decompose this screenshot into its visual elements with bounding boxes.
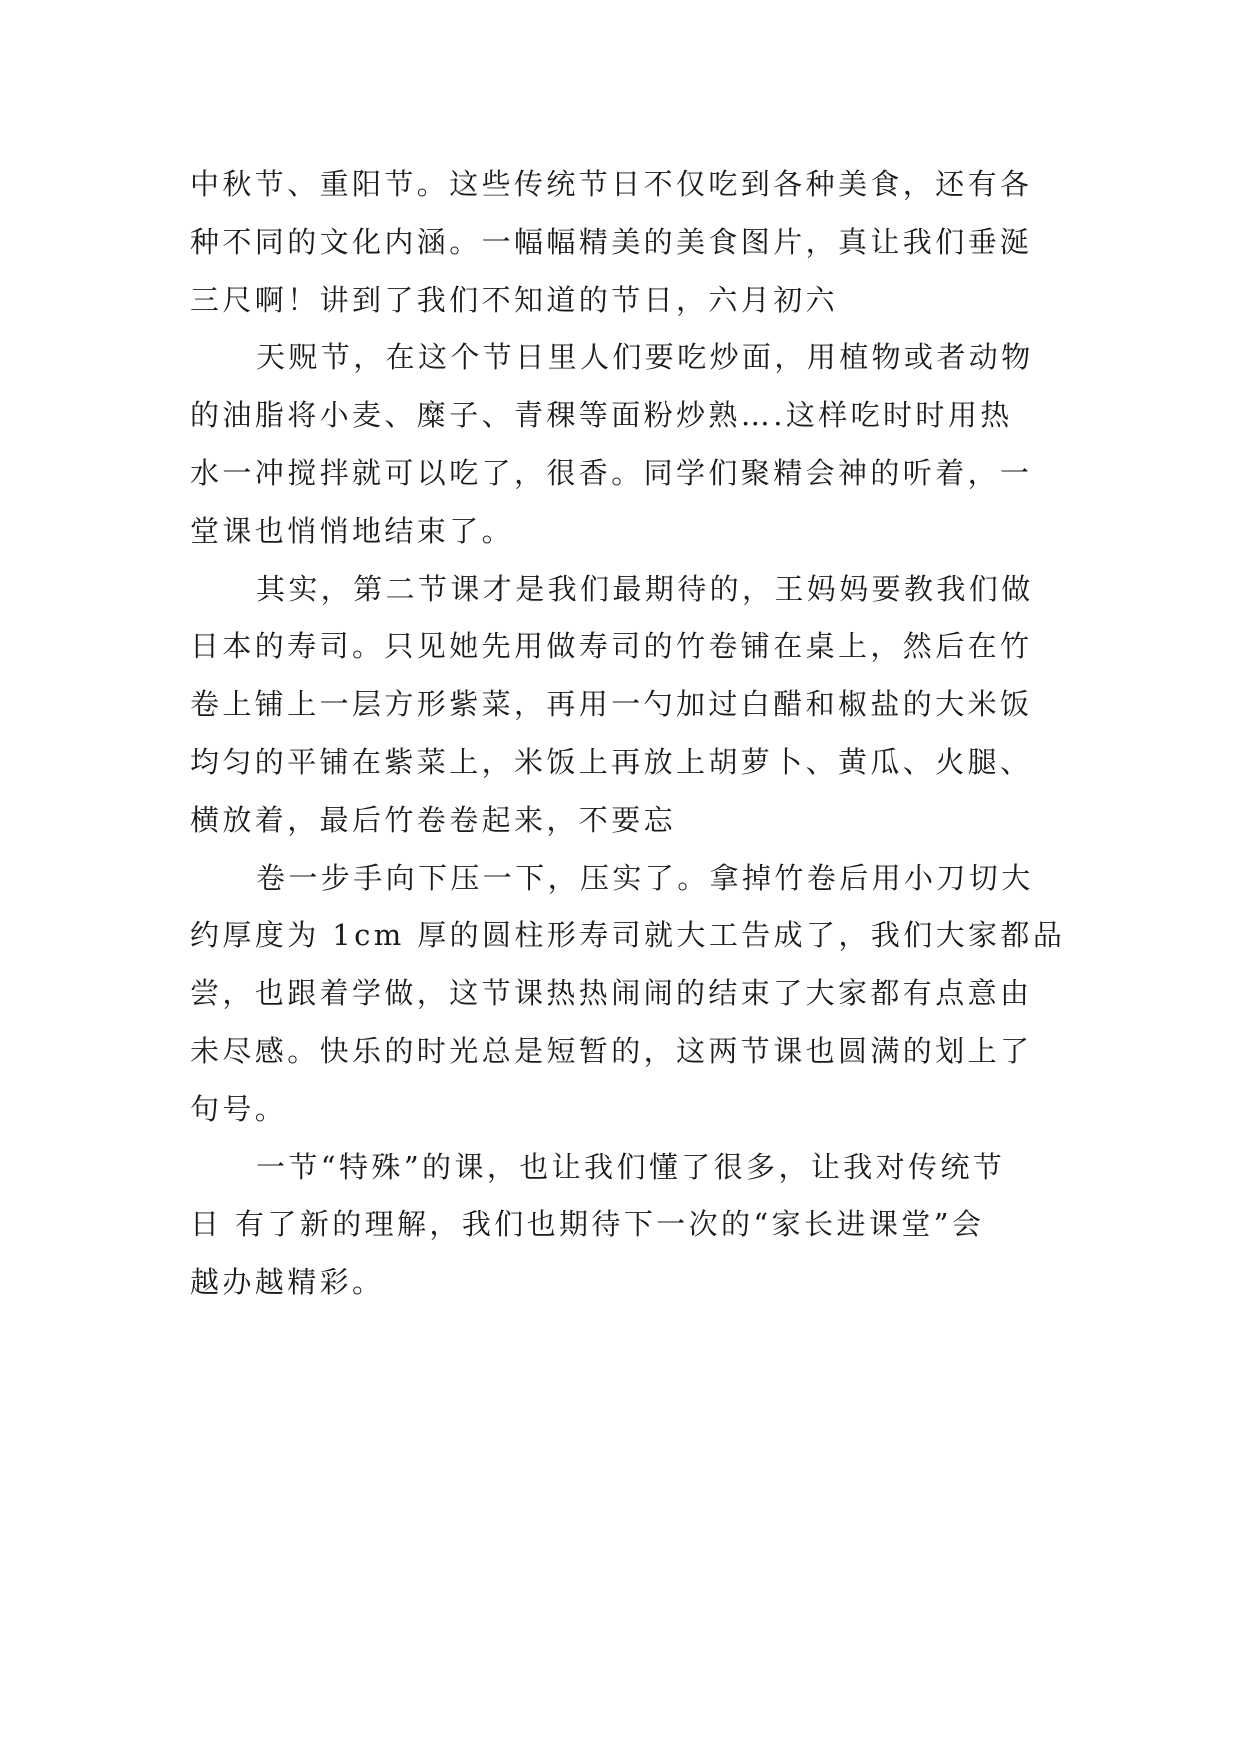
text-line: 水一冲搅拌就可以吃了，很香。同学们聚精会神的听着，一 (190, 455, 1033, 490)
text-line: 越办越精彩。 (190, 1265, 385, 1300)
text-line: 日 有了新的理解，我们也期待下一次的“家长进课堂”会 (190, 1207, 985, 1242)
text-line: 一节“特殊”的课，也让我们懂了很多，让我对传统节 (256, 1149, 1006, 1184)
text-line: 的油脂将小麦、糜子、青稞等面粉炒熟….这样吃时时用热 (190, 398, 1013, 433)
text-line: 横放着，最后竹卷卷起来，不要忘 (190, 802, 677, 837)
text-line: 日本的寿司。只见她先用做寿司的竹卷铺在桌上，然后在竹 (190, 629, 1033, 664)
text-line: 未尽感。快乐的时光总是短暂的，这两节课也圆满的划上了 (190, 1033, 1033, 1068)
text-line: 中秋节、重阳节。这些传统节日不仅吃到各种美食，还有各 (190, 167, 1033, 201)
text-line: 约厚度为 1cm 厚的圆柱形寿司就大工告成了，我们大家都品 (190, 918, 1066, 953)
text-line: 种不同的文化内涵。一幅幅精美的美食图片，真让我们垂涎 (190, 224, 1033, 259)
text-line: 其实，第二节课才是我们最期待的，王妈妈要教我们做 (256, 571, 1034, 606)
text-line: 均匀的平铺在紫菜上，米饭上再放上胡萝卜、黄瓜、火腿、 (190, 744, 1033, 779)
document-body (190, 156, 1070, 1312)
text-line: 尝，也跟着学做，这节课热热闹闹的结束了大家都有点意由 (190, 976, 1033, 1011)
text-line: 天贶节，在这个节日里人们要吃炒面，用植物或者动物 (256, 340, 1034, 375)
text-line: 句号。 (190, 1091, 288, 1126)
text-line: 卷一步手向下压一下，压实了。拿掉竹卷后用小刀切大 (256, 860, 1034, 895)
text-line: 三尺啊！讲到了我们不知道的节日，六月初六 (190, 282, 839, 317)
text-line: 堂课也悄悄地结束了。 (190, 513, 515, 548)
text-line: 卷上铺上一层方形紫菜，再用一勺加过白醋和椒盐的大米饭 (190, 687, 1033, 722)
